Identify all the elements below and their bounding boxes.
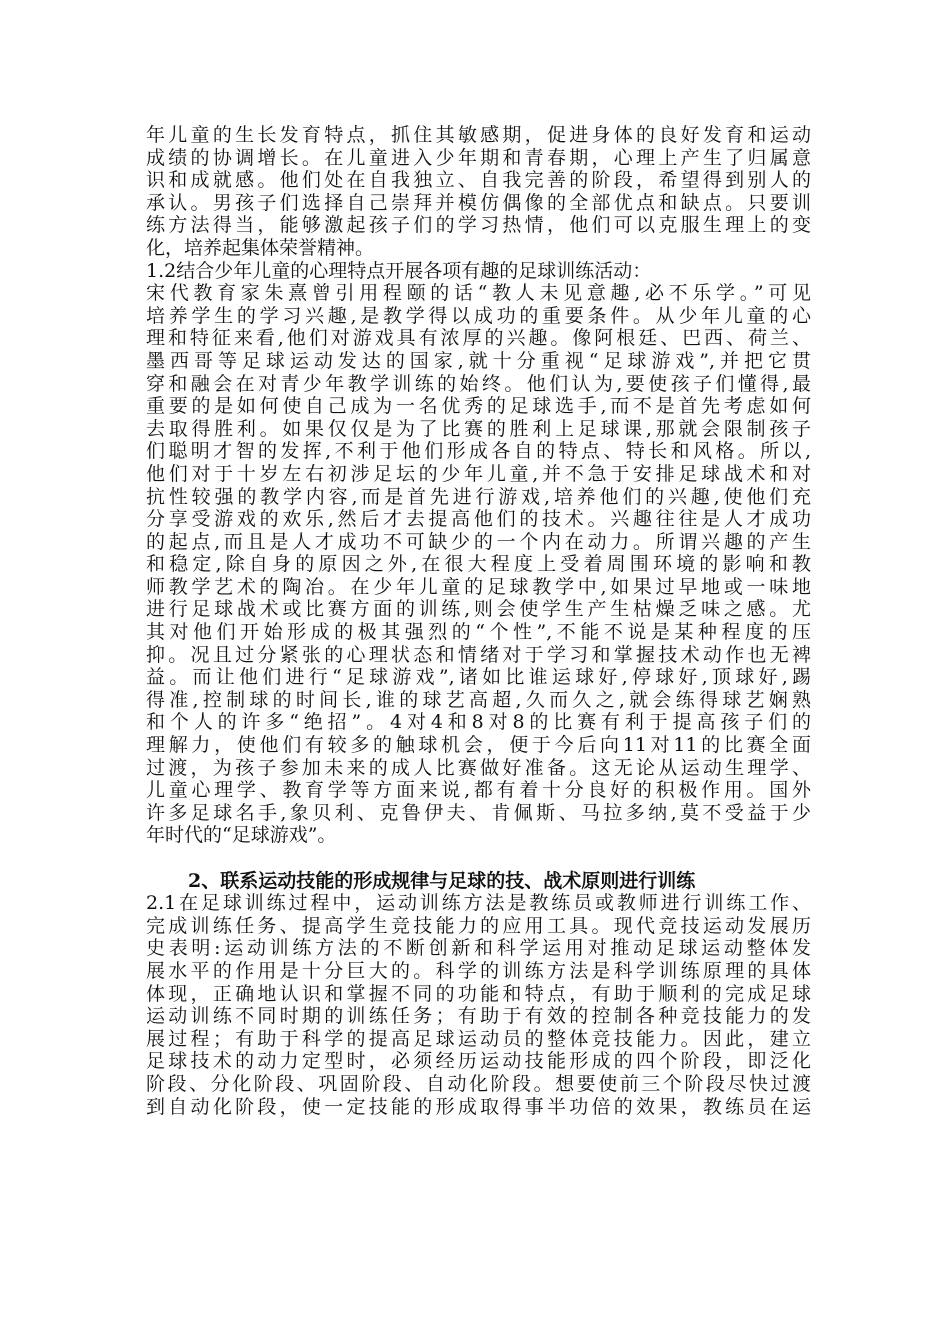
text-line: 练方法得当，能够激起孩子们的学习热情，他们可以克服生理上的变 [146, 214, 811, 237]
text-line: 穿和融会在对青少年教学训练的始终。他们认为,要使孩子们懂得,最 [146, 372, 811, 395]
text-line: 和个人的许多“绝招”。4对4和8对8的比赛有利于提高孩子们的 [146, 711, 811, 734]
text-line: 展过程；有助于科学的提高足球运动员的整体竞技能力。因此，建立 [146, 1027, 811, 1050]
blank-line [146, 847, 811, 870]
text-line: 体现，正确地认识和掌握不同的功能和特点，有助于顺利的完成足球 [146, 982, 811, 1005]
text-line: 师教学艺术的陶冶。在少年儿童的足球教学中,如果过早地或一味地 [146, 575, 811, 598]
paragraph-growth-characteristics [146, 124, 811, 260]
text-line: 墨西哥等足球运动发达的国家,就十分重视“足球游戏”,并把它贯 [146, 349, 811, 372]
text-line: 到自动化阶段，使一定技能的形成取得事半功倍的效果，教练员在运 [146, 1095, 811, 1118]
section-heading-1-2: 1.2结合少年儿童的心理特点开展各项有趣的足球训练活动： [146, 259, 652, 282]
text-line: 运动训练不同时期的训练任务；有助于有效的控制各种竞技能力的发 [146, 1005, 811, 1028]
text-line: 进行足球战术或比赛方面的训练,则会使学生产生枯燥乏味之感。尤 [146, 598, 811, 621]
text-line: 年儿童的生长发育特点，抓住其敏感期，促进身体的良好发育和运动 [146, 124, 811, 146]
text-line: 足球技术的动力定型时，必须经历运动技能形成的四个阶段，即泛化 [146, 1050, 811, 1073]
text-line: 化，培养起集体荣誉精神。 [146, 236, 375, 259]
paragraph-training-methods [146, 892, 811, 1118]
text-line: 其对他们开始形成的极其强烈的“个性”,不能不说是某种程度的压 [146, 621, 811, 644]
text-line: 承认。男孩子们选择自己崇拜并模仿偶像的全部优点和缺点。只要训 [146, 191, 811, 214]
text-line: 理和特征来看,他们对游戏具有浓厚的兴趣。像阿根廷、巴西、荷兰、 [146, 327, 811, 350]
text-line: 阶段、分化阶段、巩固阶段、自动化阶段。想要使前三个阶段尽快过渡 [146, 1072, 811, 1095]
text-line: 重要的是如何使自己成为一名优秀的足球选手,而不是首先考虑如何 [146, 395, 811, 418]
document-page [146, 124, 811, 1118]
paragraph-football-games [146, 282, 811, 847]
text-line: 理解力，使他们有较多的触球机会，便于今后向11对11的比赛全面 [146, 734, 811, 757]
text-line: 们聪明才智的发挥,不利于他们形成各自的特点、特长和风格。所以, [146, 440, 811, 463]
text-line: 宋代教育家朱熹曾引用程颐的话“教人未见意趣,必不乐学。”可见 [146, 282, 811, 305]
text-line: 去取得胜利。如果仅仅是为了比赛的胜利上足球课,那就会限制孩子 [146, 417, 811, 440]
text-line: 的起点,而且是人才成功不可缺少的一个内在动力。所谓兴趣的产生 [146, 530, 811, 553]
text-line: 展水平的作用是十分巨大的。科学的训练方法是科学训练原理的具体 [146, 959, 811, 982]
text-line: 抑。况且过分紧张的心理状态和情绪对于学习和掌握技术动作也无裨 [146, 643, 811, 666]
text-line: 史表明:运动训练方法的不断创新和科学运用对推动足球运动整体发 [146, 937, 811, 960]
section-heading-2: 2、联系运动技能的形成规律与足球的技、战术原则进行训练 [188, 869, 696, 892]
text-line: 分享受游戏的欢乐,然后才去提高他们的技术。兴趣往往是人才成功 [146, 508, 811, 531]
text-line: 年时代的“足球游戏”。 [146, 824, 337, 847]
text-line: 益。而让他们进行“足球游戏”,诸如比谁运球好,停球好,顶球好,踢 [146, 666, 811, 689]
text-line: 成绩的协调增长。在儿童进入少年期和青春期，心理上产生了归属意 [146, 146, 811, 169]
text-line: 他们对于十岁左右初涉足坛的少年儿童,并不急于安排足球战术和对 [146, 462, 811, 485]
text-line: 培养学生的学习兴趣,是教学得以成功的重要条件。从少年儿童的心 [146, 304, 811, 327]
text-line: 儿童心理学、教育学等方面来说,都有着十分良好的积极作用。国外 [146, 779, 811, 802]
text-line: 2.1在足球训练过程中，运动训练方法是教练员或教师进行训练工作、 [146, 892, 811, 915]
text-line: 完成训练任务、提高学生竞技能力的应用工具。现代竞技运动发展历 [146, 914, 811, 937]
text-line: 许多足球名手,象贝利、克鲁伊夫、肯佩斯、马拉多纳,莫不受益于少 [146, 801, 811, 824]
text-line: 得准,控制球的时间长,谁的球艺高超,久而久之,就会练得球艺娴熟 [146, 688, 811, 711]
text-line: 过渡，为孩子参加未来的成人比赛做好准备。这无论从运动生理学、 [146, 756, 811, 779]
text-line: 抗性较强的教学内容,而是首先进行游戏,培养他们的兴趣,使他们充 [146, 485, 811, 508]
text-line: 和稳定,除自身的原因之外,在很大程度上受着周围环境的影响和教 [146, 553, 811, 576]
text-line: 识和成就感。他们处在自我独立、自我完善的阶段，希望得到别人的 [146, 169, 811, 192]
